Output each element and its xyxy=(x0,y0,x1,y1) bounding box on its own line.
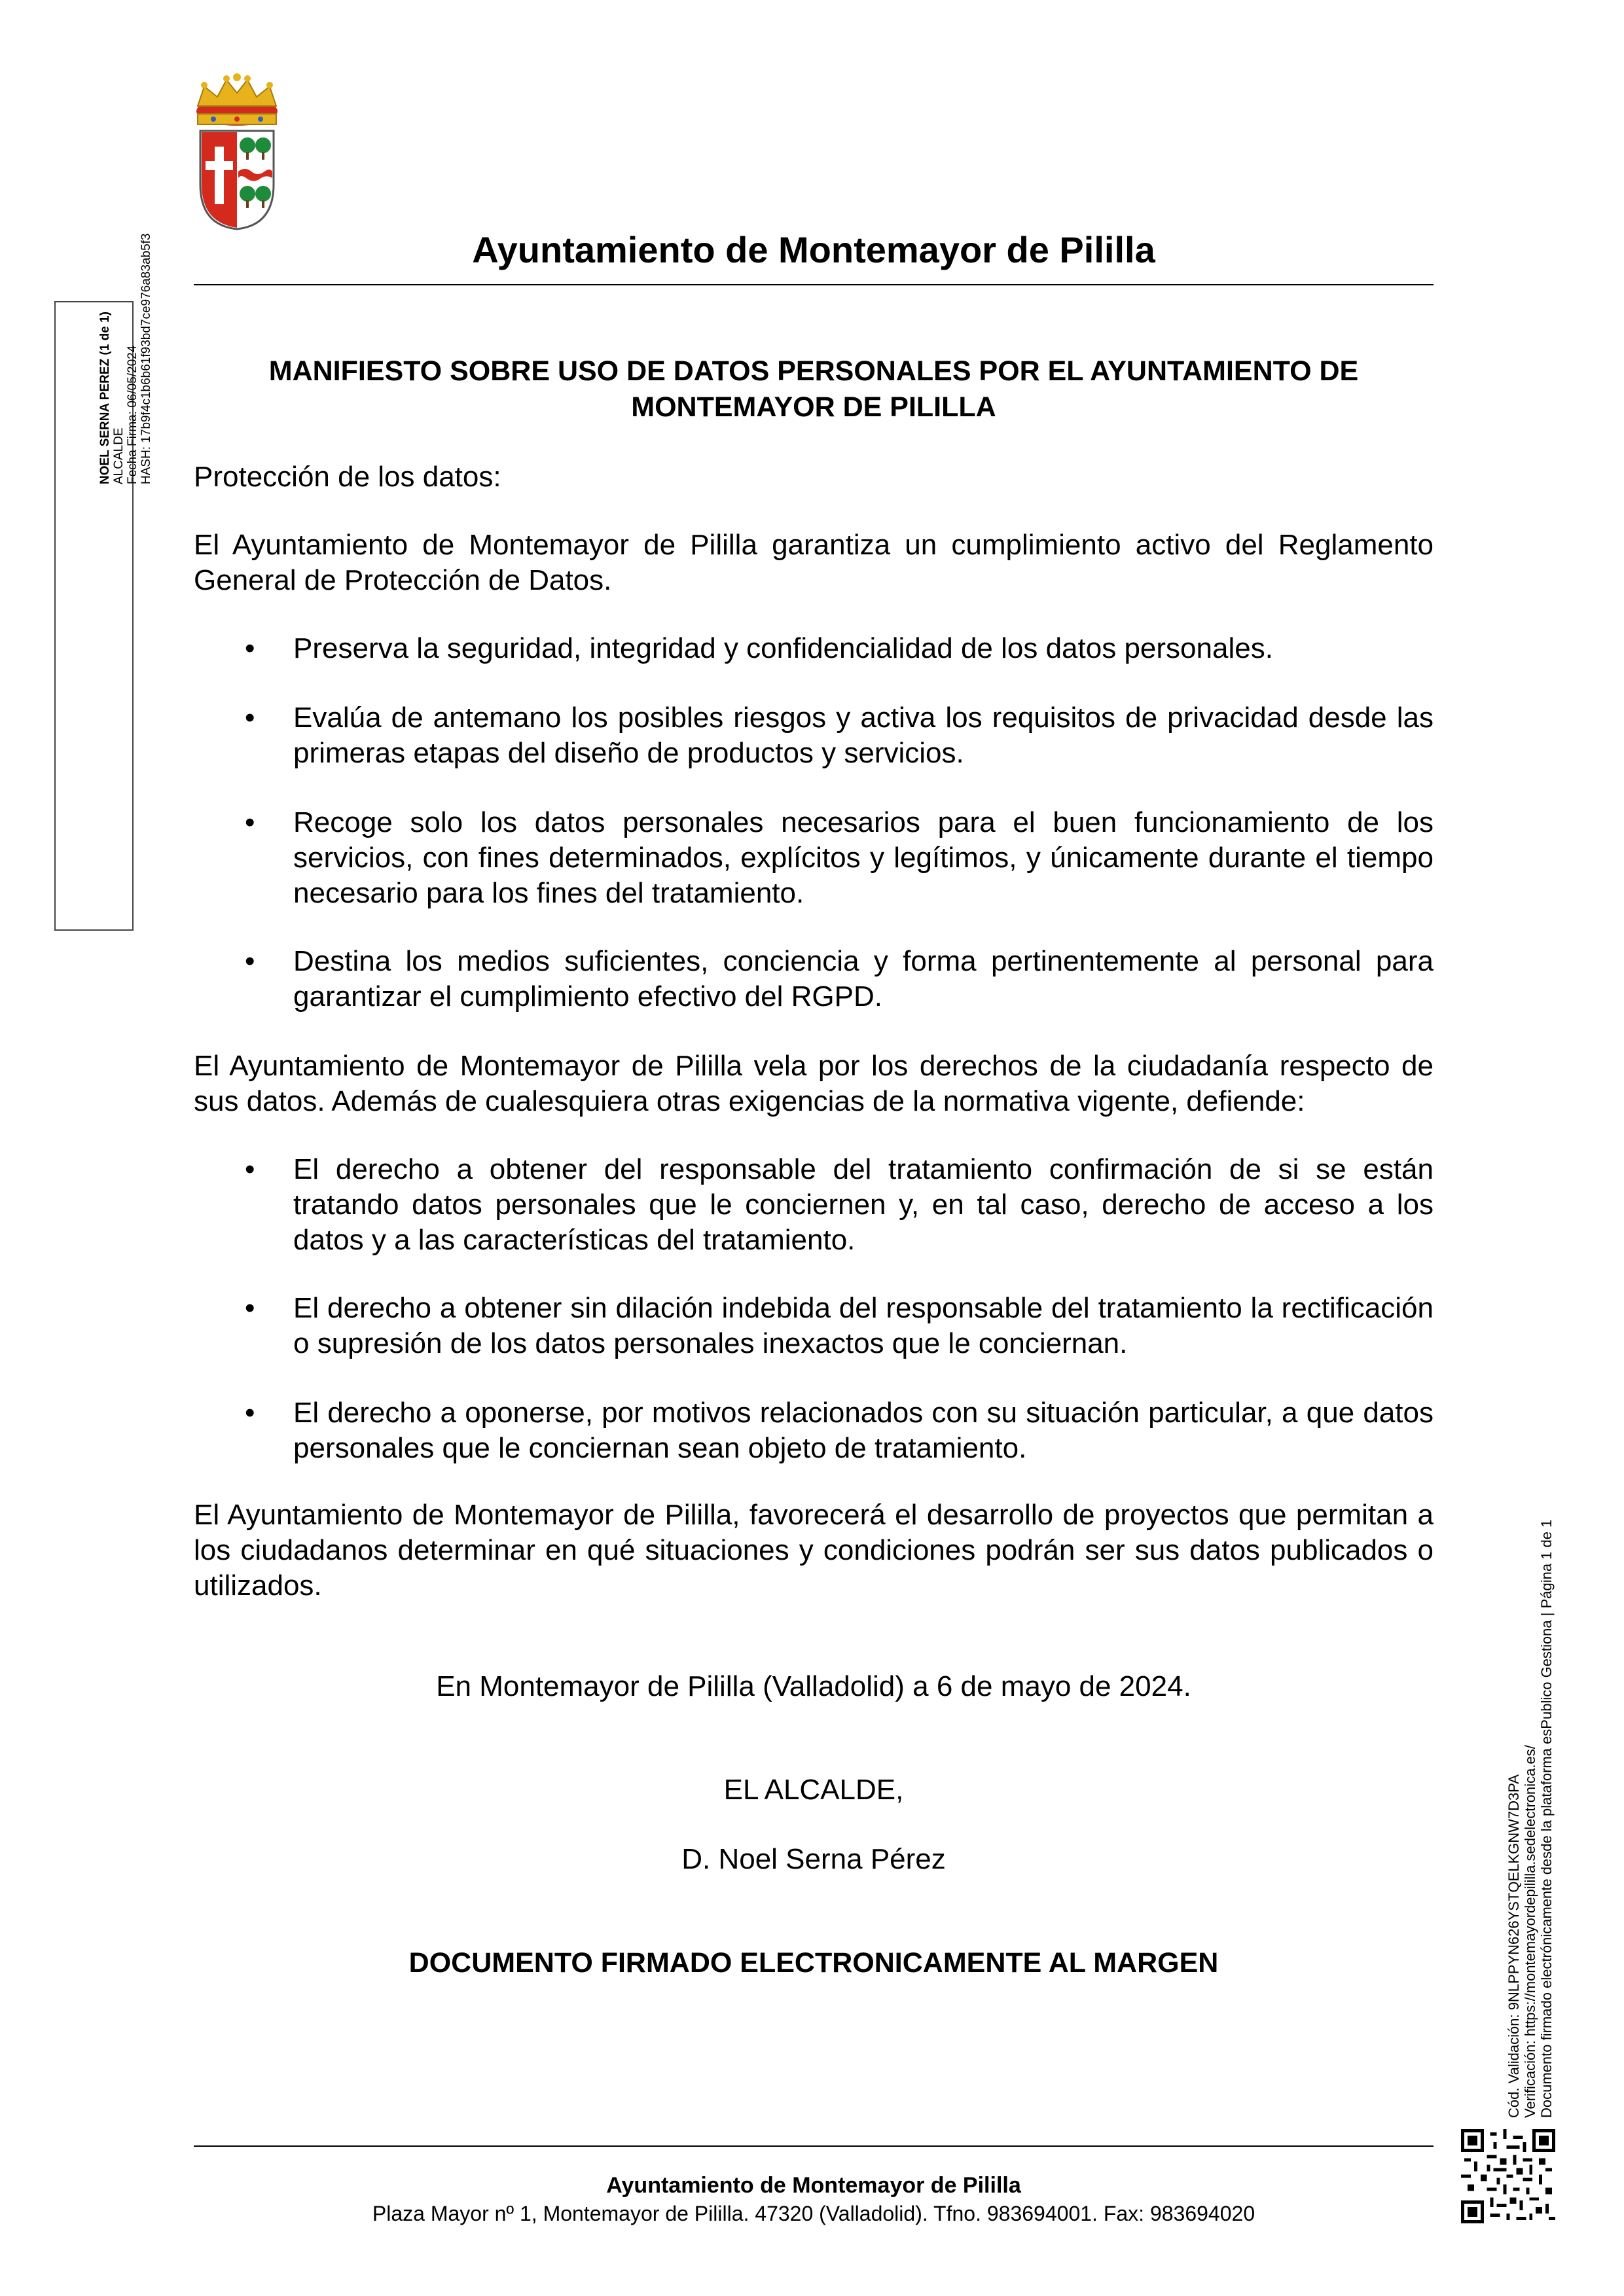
list-item-text: Evalúa de antemano los posibles riesgos y activa los requisitos de privacidad desde las primeras etapas del diseño de productos y servicios. xyxy=(293,702,1434,769)
bullet-icon: • xyxy=(245,1292,255,1324)
bullet-icon: • xyxy=(245,702,255,734)
coat-of-arms-logo xyxy=(194,73,280,230)
signature-hash-line: HASH: 17b9f4c1b6b61f93bd7ce976a83ab5f3 xyxy=(139,233,153,484)
footer-divider xyxy=(194,2145,1434,2147)
place-date: En Montemayor de Pililla (Valladolid) a 6 de mayo de 2024. xyxy=(436,1670,1191,1702)
list-item xyxy=(194,1152,1434,1258)
header-divider xyxy=(194,284,1434,285)
bullet-icon: • xyxy=(245,632,255,664)
list-item xyxy=(194,1395,1434,1466)
validation-code: Cód. Validación: 9NLPPYN626YSTQELKGNW7D3PA xyxy=(1506,1774,1522,2118)
intro-paragraph: El Ayuntamiento de Montemayor de Pililla garantiza un cumplimiento activo del Reglamento General de Protección de Datos. xyxy=(194,529,1434,596)
bullet-icon: • xyxy=(245,1397,255,1429)
closing-paragraph: El Ayuntamiento de Montemayor de Pililla, favorecerá el desarrollo de proyectos que permitan a los ciudadanos determinar en qué situaciones y condiciones podrán ser sus datos publicados o utilizados. xyxy=(194,1499,1434,1602)
list-item-text: El derecho a oponerse, por motivos relacionados con su situación particular, a que datos personales que le conciernan sean objeto de tratamiento. xyxy=(293,1397,1434,1464)
qr-code[interactable] xyxy=(1461,2129,1555,2223)
list-item-text: El derecho a obtener sin dilación indebida del responsable del tratamiento la rectificación o supresión de los datos personales inexactos que le conciernan. xyxy=(293,1292,1434,1359)
list-item xyxy=(194,805,1434,911)
signature-date-line: Fecha Firma: 06/05/2024 xyxy=(126,345,139,484)
list-item xyxy=(194,944,1434,1014)
bullet-icon: • xyxy=(245,806,255,838)
list-item-text: Preserva la seguridad, integridad y confidencialidad de los datos personales. xyxy=(293,632,1273,664)
signer-name: D. Noel Serna Pérez xyxy=(681,1843,946,1875)
signer-role: EL ALCALDE, xyxy=(723,1774,904,1806)
bullet-icon: • xyxy=(245,1153,255,1185)
list-item xyxy=(194,1291,1434,1361)
section-label: Protección de los datos: xyxy=(194,461,501,493)
signature-text xyxy=(98,39,153,484)
signed-note: DOCUMENTO FIRMADO ELECTRONICAMENTE AL MARGEN xyxy=(408,1947,1219,1979)
list-item-text: Destina los medios suficientes, conciencia y forma pertinentemente al personal para garantizar el cumplimiento efectivo del RGPD. xyxy=(293,945,1434,1013)
bullet-icon: • xyxy=(245,945,255,977)
signer-role-line: ALCALDE xyxy=(112,427,126,484)
list-item-text: El derecho a obtener del responsable del tratamiento confirmación de si se están tratando datos personales que le conciernen y, en tal caso, derecho de acceso a los datos y a las características del tratamiento. xyxy=(293,1153,1434,1256)
list-item xyxy=(194,700,1434,771)
footer-address: Plaza Mayor nº 1, Montemayor de Pililla. 47320 (Valladolid). Tfno. 983694001. Fax: 983694020 xyxy=(372,2202,1255,2225)
platform-note: Documento firmado electrónicamente desde la plataforma esPublico Gestiona | Página 1 de 1 xyxy=(1538,1519,1555,2118)
rights-paragraph: El Ayuntamiento de Montemayor de Pililla vela por los derechos de la ciudadanía respecto de sus datos. Además de cualesquiera otras exigencias de la normativa vigente, defiende: xyxy=(194,1050,1434,1117)
document-title: MANIFIESTO SOBRE USO DE DATOS PERSONALES POR EL AYUNTAMIENTO DE MONTEMAYOR DE PILILLA xyxy=(268,355,1359,423)
header-title: Ayuntamiento de Montemayor de Pililla xyxy=(472,229,1155,270)
signer-line: NOEL SERNA PEREZ (1 de 1) xyxy=(98,312,112,484)
list-item-text: Recoge solo los datos personales necesarios para el buen funcionamiento de los servicios, con fines determinados, explícitos y legítimos, y únicamente durante el tiempo necesario para los fines del tratamiento. xyxy=(293,806,1434,909)
list-item xyxy=(194,631,1434,666)
validation-text xyxy=(1506,1431,1555,2118)
verification-url: Verificación: https://montemayordepililla.sedelectronica.es/ xyxy=(1522,1745,1538,2118)
footer-name: Ayuntamiento de Montemayor de Pililla xyxy=(606,2173,1021,2198)
